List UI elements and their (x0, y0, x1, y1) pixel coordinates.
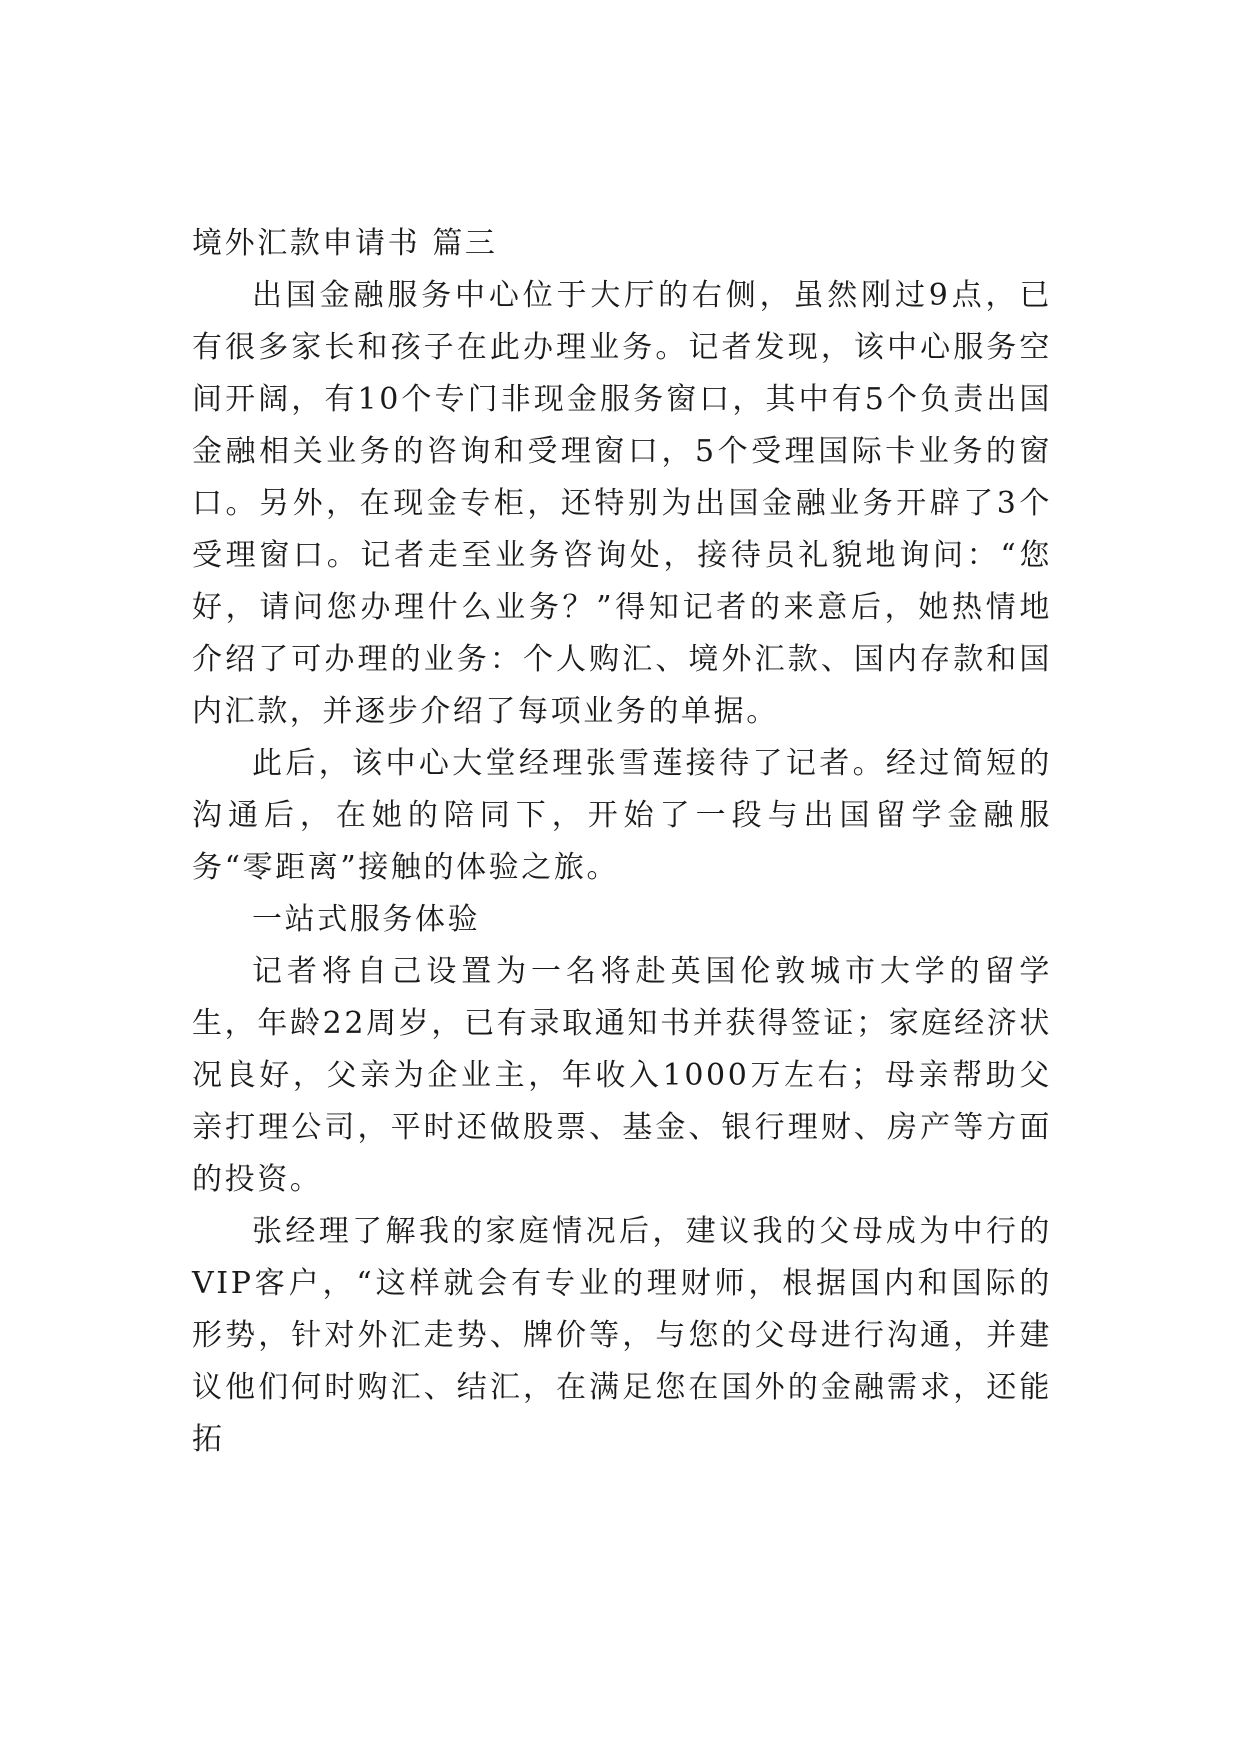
paragraph-lobby-manager: 此后，该中心大堂经理张雪莲接待了记者。经过简短的沟通后，在她的陪同下，开始了一段与出国留学金融服务“零距离”接触的体验之旅。 (192, 746, 1052, 885)
document-title: 境外汇款申请书 篇三 (192, 226, 498, 261)
document-body (192, 218, 1052, 1466)
paragraph-service-center: 出国金融服务中心位于大厅的右侧，虽然刚过9点，已有很多家长和孩子在此办理业务。记者发现，该中心服务空间开阔，有10个专门非现金服务窗口，其中有5个负责出国金融相关业务的咨询和受理窗口，5个受理国际卡业务的窗口。另外，在现金专柜，还特别为出国金融业务开辟了3个受理窗口。记者走至业务咨询处，接待员礼貌地询问：“您好，请问您办理什么业务？”得知记者的来意后，她热情地介绍了可办理的业务：个人购汇、境外汇款、国内存款和国内汇款，并逐步介绍了每项业务的单据。 (192, 278, 1052, 729)
paragraph-student-profile: 记者将自己设置为一名将赴英国伦敦城市大学的留学生，年龄22周岁，已有录取通知书并获得签证；家庭经济状况良好，父亲为企业主，年收入1000万左右；母亲帮助父亲打理公司，平时还做股票、基金、银行理财、房产等方面的投资。 (192, 954, 1052, 1197)
paragraph-vip-advice: 张经理了解我的家庭情况后，建议我的父母成为中行的VIP客户，“这样就会有专业的理财师，根据国内和国际的形势，针对外汇走势、牌价等，与您的父母进行沟通，并建议他们何时购汇、结汇，在满足您在国外的金融需求，还能拓 (192, 1214, 1052, 1457)
section-heading-one-stop-service: 一站式服务体验 (252, 902, 481, 937)
